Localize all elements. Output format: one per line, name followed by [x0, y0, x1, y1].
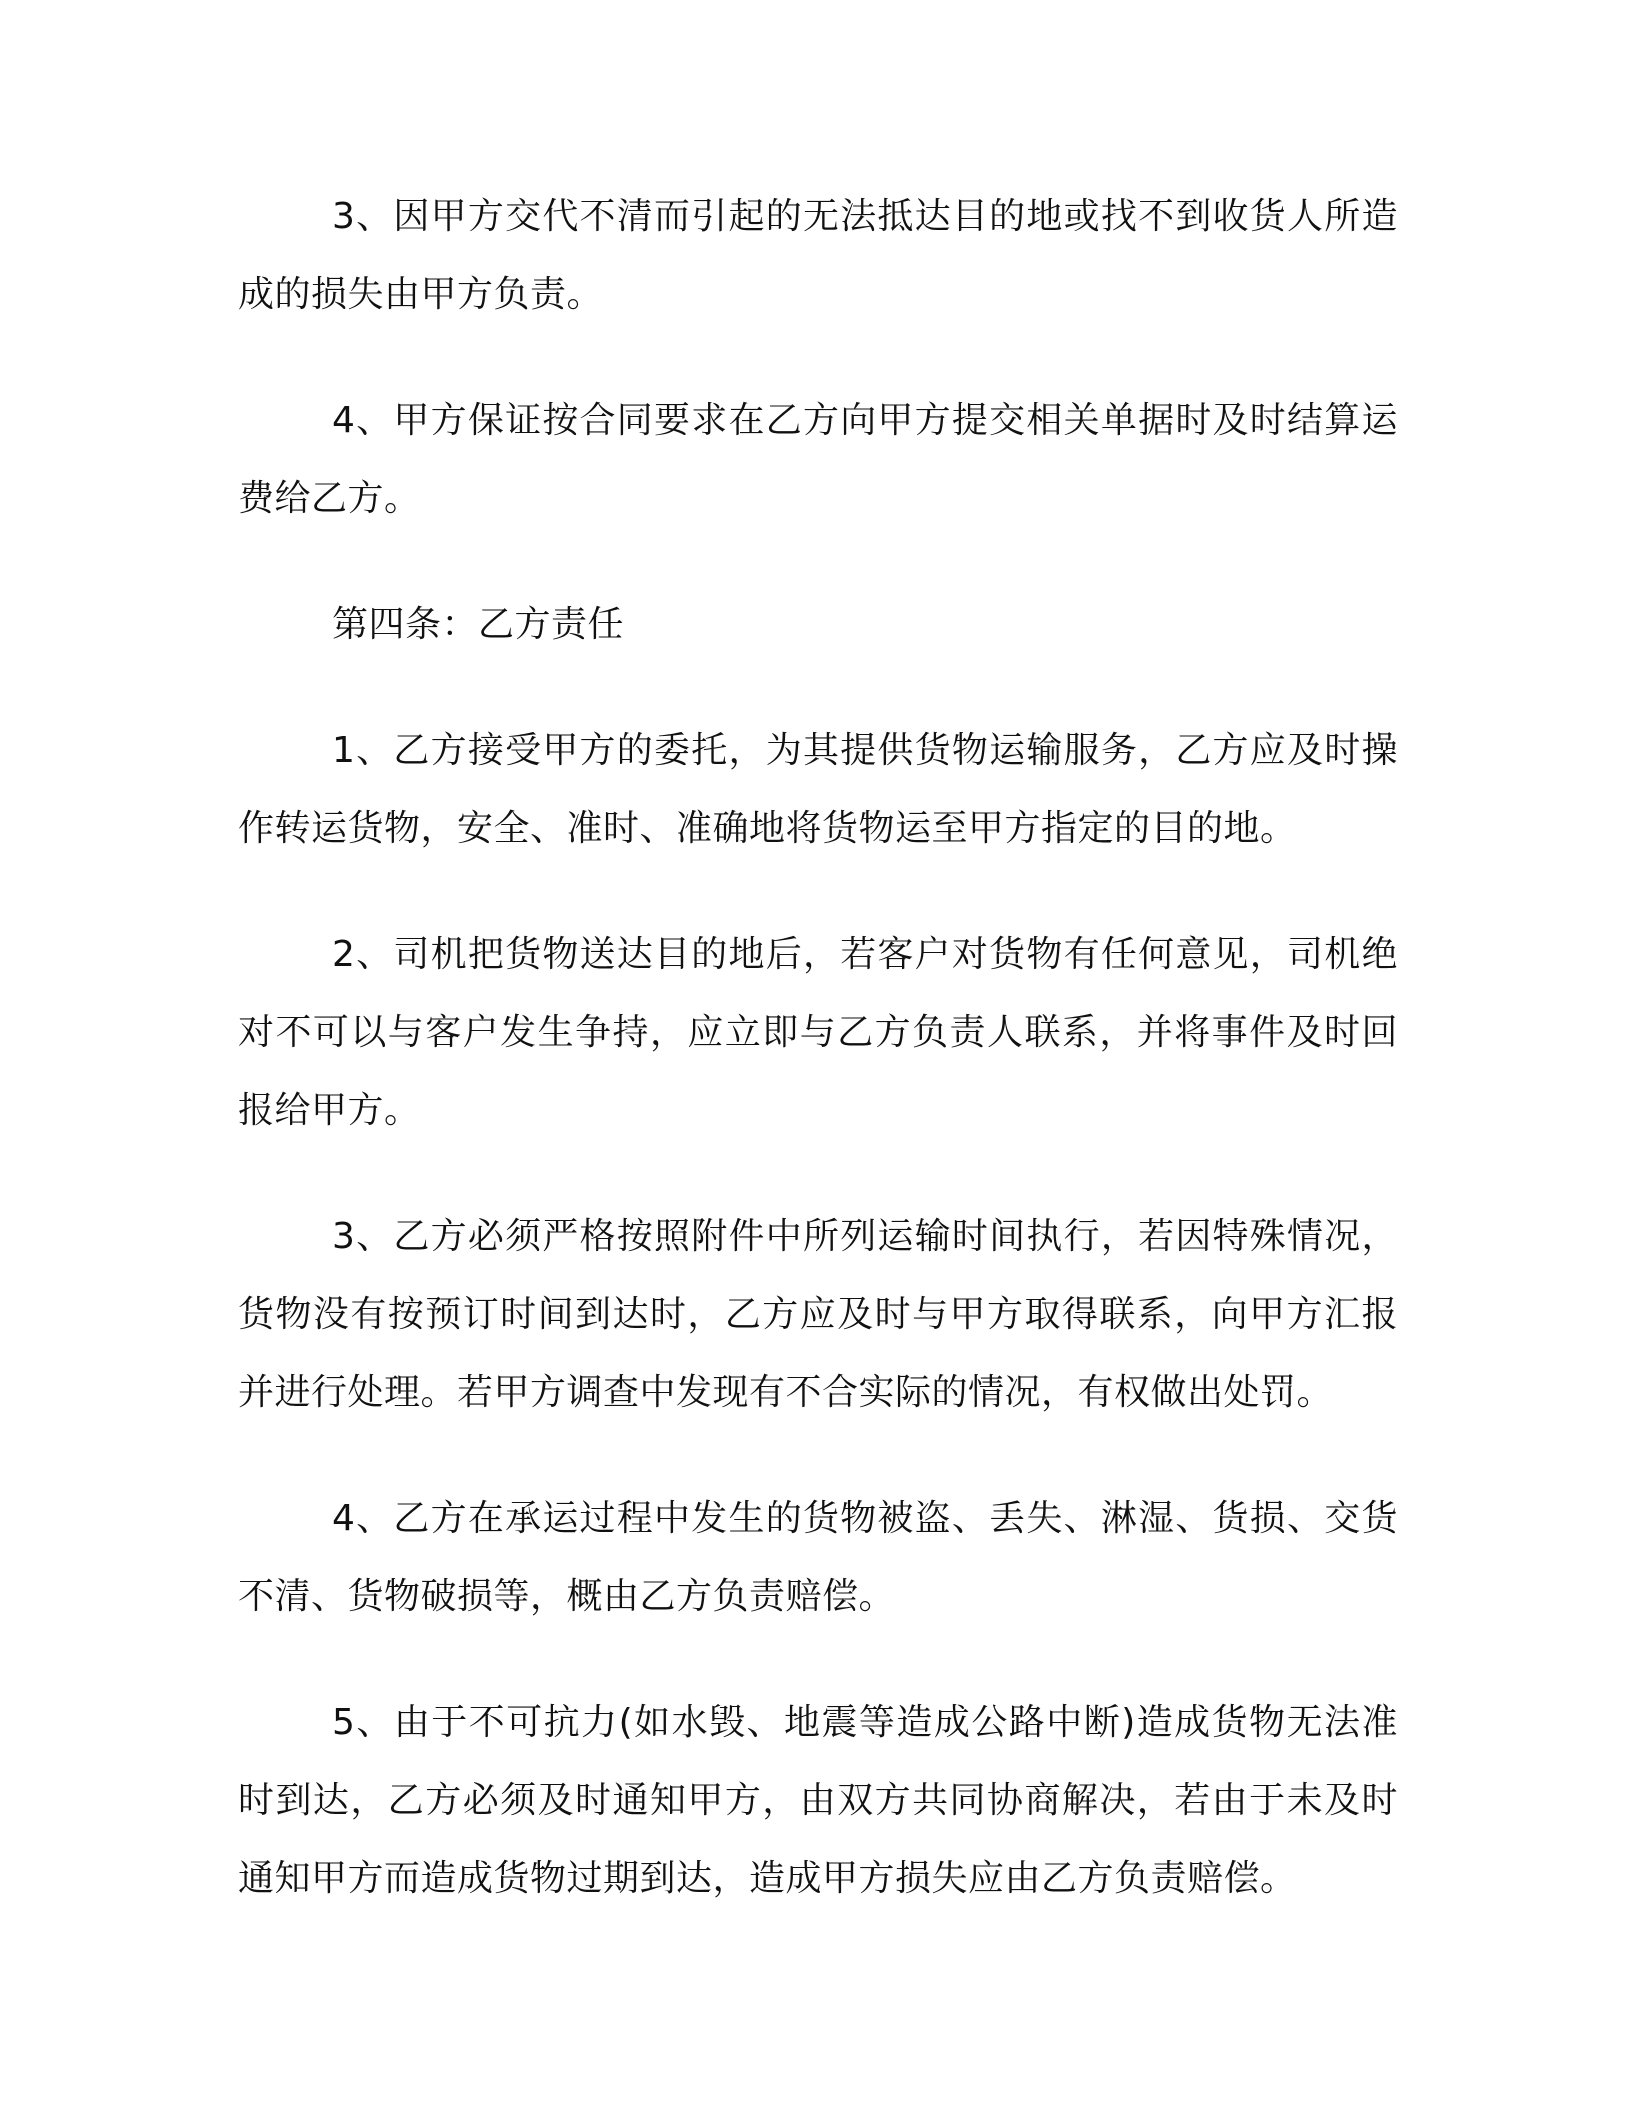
paragraph-party-b-clause-5: 5、由于不可抗力(如水毁、地震等造成公路中断)造成货物无法准时到达，乙方必须及时通知甲方，由双方共同协商解决，若由于未及时通知甲方而造成货物过期到达，造成甲方损失应由乙方负责赔偿。: [238, 1702, 1398, 1899]
document-body: [238, 178, 1398, 1966]
paragraph-party-a-clause-3: 3、因甲方交代不清而引起的无法抵达目的地或找不到收货人所造成的损失由甲方负责。: [238, 196, 1398, 315]
paragraph-party-b-clause-2: 2、司机把货物送达目的地后，若客户对货物有任何意见，司机绝对不可以与客户发生争持，应立即与乙方负责人联系，并将事件及时回报给甲方。: [238, 934, 1398, 1131]
paragraph-party-b-clause-3: 3、乙方必须严格按照附件中所列运输时间执行，若因特殊情况，货物没有按预订时间到达时，乙方应及时与甲方取得联系，向甲方汇报并进行处理。若甲方调查中发现有不合实际的情况，有权做出处罚。: [238, 1216, 1398, 1413]
section-heading-article-4: 第四条：乙方责任: [332, 604, 625, 645]
paragraph-party-b-clause-4: 4、乙方在承运过程中发生的货物被盗、丢失、淋湿、货损、交货不清、货物破损等，概由乙方负责赔偿。: [238, 1498, 1398, 1617]
paragraph-party-a-clause-4: 4、甲方保证按合同要求在乙方向甲方提交相关单据时及时结算运费给乙方。: [238, 400, 1398, 519]
paragraph-party-b-clause-1: 1、乙方接受甲方的委托，为其提供货物运输服务，乙方应及时操作转运货物，安全、准时、准确地将货物运至甲方指定的目的地。: [238, 730, 1398, 849]
